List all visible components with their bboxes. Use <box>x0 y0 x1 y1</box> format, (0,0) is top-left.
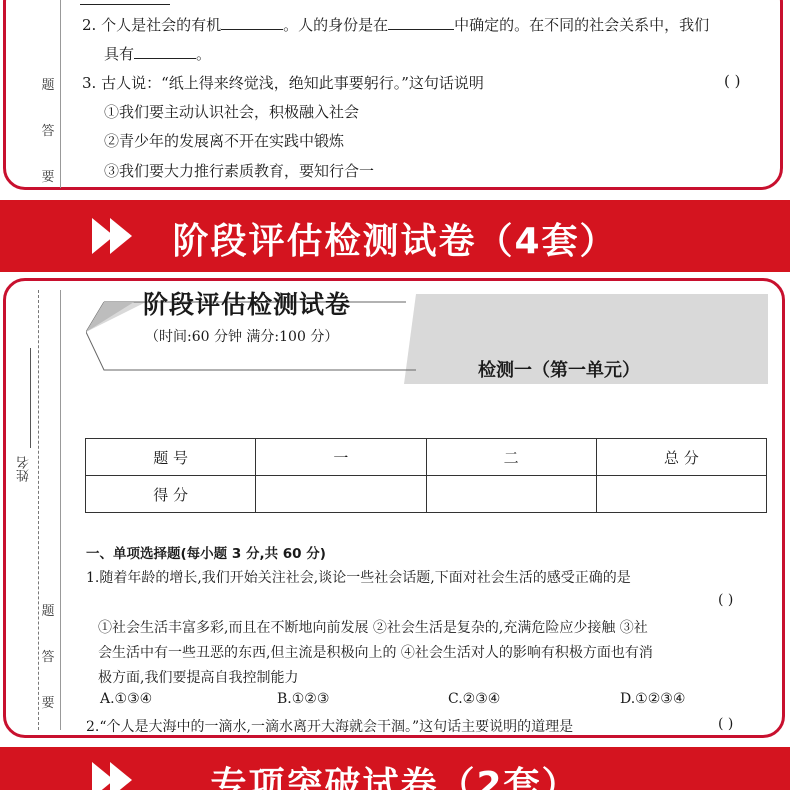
table-header-cell: 一 <box>256 439 426 476</box>
side-char: 答 <box>41 124 55 139</box>
side-char: 题 <box>41 604 55 619</box>
table-row <box>86 476 767 513</box>
side-char: 题 <box>41 78 55 93</box>
score-cell[interactable] <box>256 476 426 513</box>
question-2: 2.“个人是大海中的一滴水,一滴水离开大海就会干涸。”这句话主要说明的道理是 <box>86 719 574 735</box>
answer-blank[interactable] <box>388 17 454 30</box>
question-1-line2: ①社会生活丰富多彩,而且在不断地向前发展 ②社会生活是复杂的,充满危险应少接触 ③社 <box>98 620 648 636</box>
choice-c[interactable]: C.②③④ <box>448 691 501 707</box>
side-char: 要 <box>41 170 55 185</box>
answer-blank-cut <box>80 0 170 5</box>
question-1-line4: 极方面,我们要提高自我控制能力 <box>98 670 299 686</box>
table-header-cell: 总 分 <box>596 439 766 476</box>
name-label: 姓名 <box>17 456 32 482</box>
exam-title: 阶段评估检测试卷 <box>143 290 352 319</box>
name-line <box>30 348 31 448</box>
binding-line <box>60 0 61 188</box>
banner-title: 阶段评估检测试卷（4套） <box>172 221 618 262</box>
question-3: 3. 古人说：“纸上得来终觉浅，绝知此事要躬行。”这句话说明 <box>82 74 484 92</box>
choice-a[interactable]: A.①③④ <box>100 691 153 707</box>
answer-paren[interactable]: ( ) <box>724 72 741 90</box>
answer-blank[interactable] <box>134 46 196 59</box>
exam-time-info: （时间:60 分钟 满分:100 分） <box>145 329 339 345</box>
side-char: 答 <box>41 650 55 665</box>
table-row-label: 得 分 <box>86 476 256 513</box>
exam-unit: 检测一（第一单元） <box>478 360 640 381</box>
question-2-line2: 具有 。 <box>104 45 212 63</box>
answer-paren[interactable]: ( ) <box>718 716 734 732</box>
table-row <box>86 439 767 476</box>
banner-title: 专项突破试卷（2套） <box>210 765 580 806</box>
side-char: 要 <box>41 696 55 711</box>
option-2: ②青少年的发展离不开在实践中锻炼 <box>104 132 345 150</box>
score-table <box>85 438 767 513</box>
answer-paren[interactable]: ( ) <box>718 592 734 608</box>
score-cell[interactable] <box>426 476 596 513</box>
question-2-line1: 2. 个人是社会的有机 。人的身份是在 中确定的。在不同的社会关系中，我们 <box>82 16 710 34</box>
table-header-cell: 题 号 <box>86 439 256 476</box>
score-cell[interactable] <box>596 476 766 513</box>
choice-d[interactable]: D.①②③④ <box>620 691 686 707</box>
question-1-line1: 1.随着年龄的增长,我们开始关注社会,谈论一些社会话题,下面对社会生活的感受正确的是 <box>86 570 631 586</box>
choice-b[interactable]: B.①②③ <box>277 691 330 707</box>
answer-blank[interactable] <box>221 17 283 30</box>
table-header-cell: 二 <box>426 439 596 476</box>
option-3: ③我们要大力推行素质教育，要知行合一 <box>104 162 375 180</box>
section-heading: 一、单项选择题(每小题 3 分,共 60 分) <box>86 546 326 562</box>
binding-line <box>60 290 61 730</box>
option-1: ①我们要主动认识社会，积极融入社会 <box>104 103 360 121</box>
binding-dashed-line <box>38 290 39 730</box>
question-1-line3: 会生活中有一些丑恶的东西,但主流是积极向上的 ④社会生活对人的影响有积极方面也有消 <box>98 645 653 661</box>
